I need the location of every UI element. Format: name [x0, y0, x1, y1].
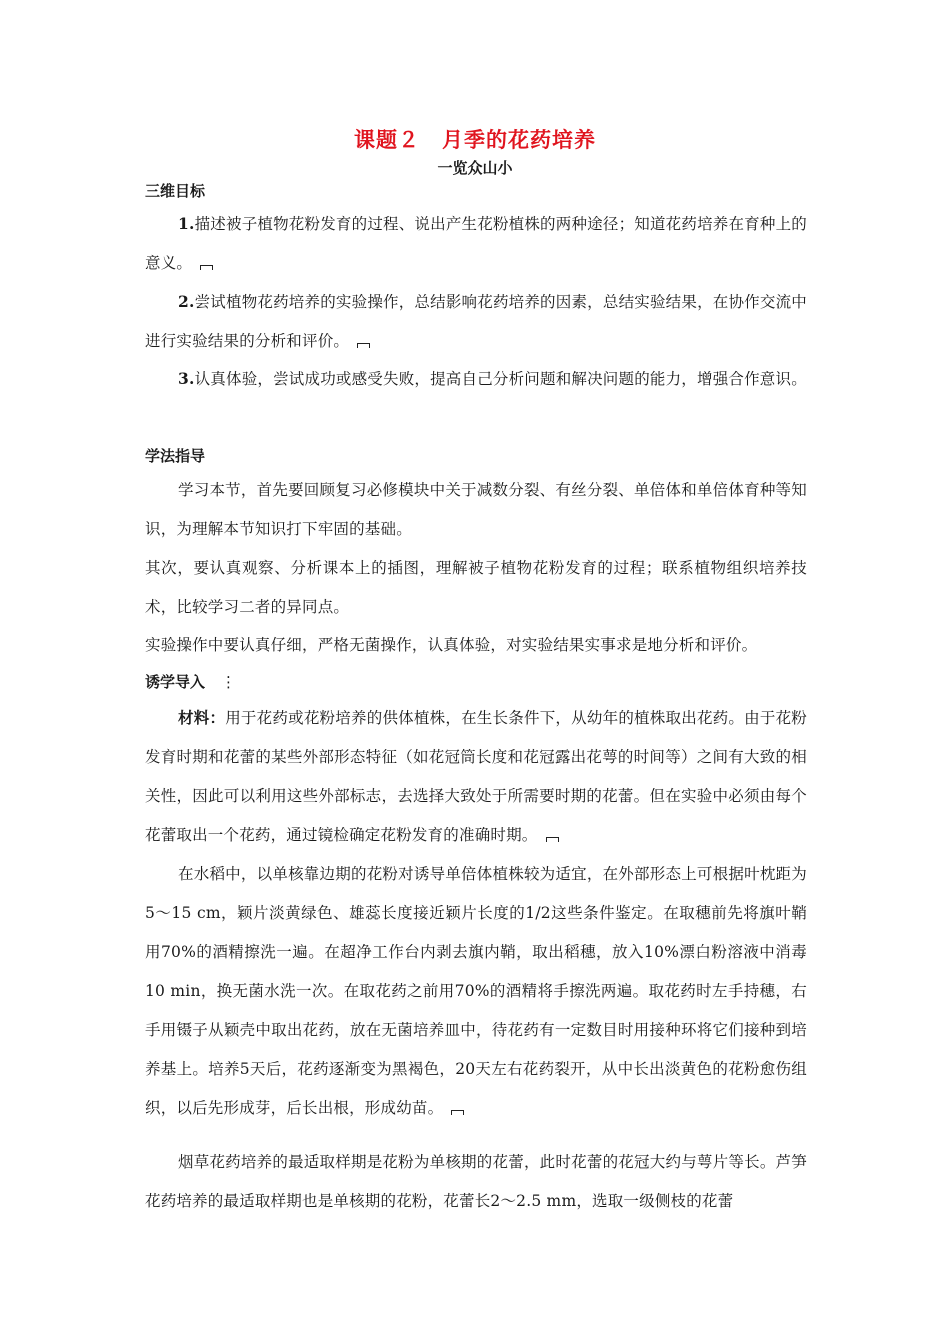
material-label: 材料：	[178, 709, 226, 727]
method-paragraph-2: 其次，要认真观察、分析课本上的插图，理解被子植物花粉发育的过程；联系植物组织培养技术，比较学习二者的异同点。	[145, 559, 807, 616]
bracket-mark-icon	[546, 837, 559, 842]
section-heading-method: 学法指导	[145, 447, 206, 465]
goal-item-3	[145, 359, 807, 399]
material-text: 用于花药或花粉培养的供体植株，在生长条件下，从幼年的植株取出花药。由于花粉发育时期和花蕾的某些外部形态特征（如花冠筒长度和花冠露出花萼的时间等）之间有大致的相关性，因此可以利用这些外部标志，去选择大致处于所需要时期的花蕾。但在实验中必须由每个花蕾取出一个花药，通过镜检确定花粉发育的准确时期。	[145, 709, 807, 844]
section-heading-intro	[145, 671, 236, 692]
goal-item-1	[145, 204, 807, 283]
goal-number: 1.	[178, 214, 195, 233]
method-paragraph-1: 学习本节，首先要回顾复习必修模块中关于减数分裂、有丝分裂、单倍体和单倍体育种等知识，为理解本节知识打下牢固的基础。	[145, 481, 807, 538]
bracket-mark-icon	[357, 343, 370, 348]
bracket-mark-icon	[451, 1110, 464, 1115]
vertical-dots-icon: ⋮	[221, 673, 237, 691]
goal-text: 描述被子植物花粉发育的过程、说出产生花粉植株的两种途径；知道花药培养在育种上的意义。	[145, 215, 807, 272]
tobacco-paragraph: 烟草花药培养的最适取样期是花粉为单核期的花蕾，此时花蕾的花冠大约与萼片等长。芦笋花药培养的最适取样期也是单核期的花粉，花蕾长2～2.5 mm，选取一级侧枝的花蕾	[145, 1153, 807, 1210]
page-title: 课题２ 月季的花药培养	[354, 128, 596, 152]
rice-paragraph	[145, 855, 807, 1128]
goal-text: 认真体验，尝试成功或感受失败，提高自己分析问题和解决问题的能力，增强合作意识。	[194, 370, 807, 388]
rice-text: 在水稻中，以单核靠边期的花粉对诱导单倍体植株较为适宜，在外部形态上可根据叶枕距为5～15 cm，颖片淡黄绿色、雄蕊长度接近颖片长度的1/2这些条件鉴定。在取穗前先将旗叶鞘用70%的酒精擦洗一遍。在超净工作台内剥去旗内鞘，取出稻穗，放入10%漂白粉溶液中消毒10 min，换无菌水洗一次。在取花药之前用70%的酒精将手擦洗两遍。取花药时左手持穗，右手用镊子从颖壳中取出花药，放在无菌培养皿中，待花药有一定数目时用接种环将它们接种到培养基上。培养5天后，花药逐渐变为黑褐色，20天左右花药裂开，从中长出淡黄色的花粉愈伤组织，以后先形成芽，后长出根，形成幼苗。	[145, 865, 807, 1117]
goal-text: 尝试植物花药培养的实验操作，总结影响花药培养的因素，总结实验结果，在协作交流中进行实验结果的分析和评价。	[145, 293, 807, 350]
page-subtitle: 一览众山小	[437, 159, 513, 177]
goal-number: 3.	[178, 369, 195, 388]
section-heading-goals: 三维目标	[145, 182, 206, 200]
method-paragraph-3: 实验操作中要认真仔细，严格无菌操作，认真体验，对实验结果实事求是地分析和评价。	[145, 636, 758, 654]
section-heading-text: 诱学导入	[145, 673, 206, 691]
material-paragraph	[145, 699, 807, 855]
bracket-mark-icon	[200, 265, 213, 270]
goal-number: 2.	[178, 292, 195, 311]
goal-item-2	[145, 282, 807, 361]
